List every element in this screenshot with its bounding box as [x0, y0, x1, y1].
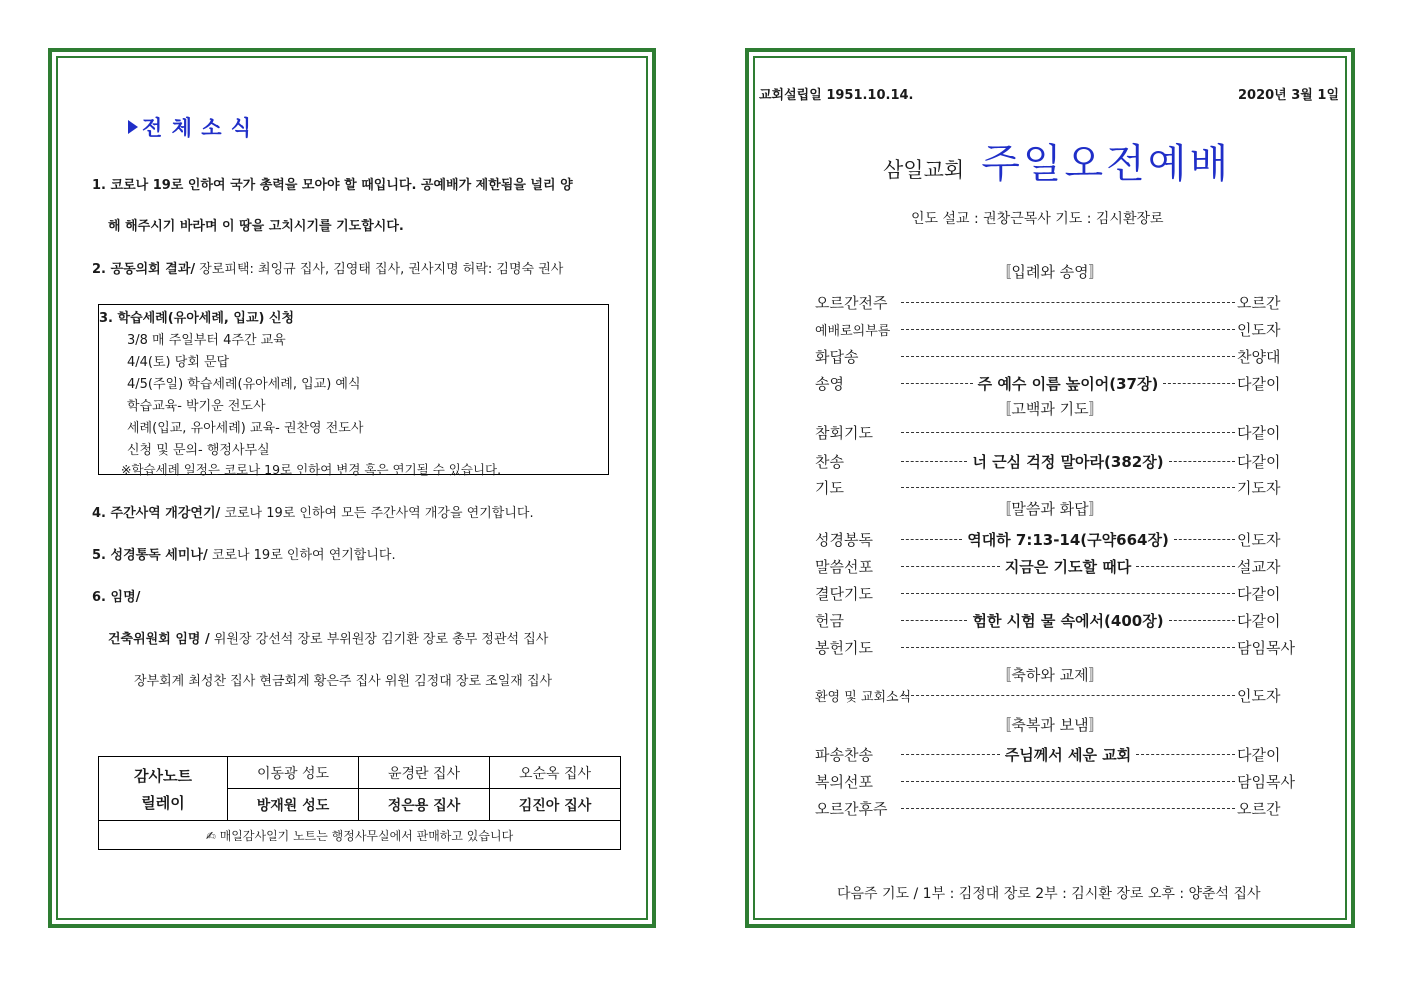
item1-line1: 1. 코로나 19로 인하여 국가 총력을 모아야 할 때입니다. 공예배가 제한됨을 널리 양 — [92, 178, 573, 193]
order-row — [815, 318, 1295, 340]
relay-header-line1: 감사노트 — [134, 766, 192, 785]
order-row — [815, 684, 1295, 706]
order-person: 다같이 — [1237, 374, 1281, 393]
item4-label: 4. 주간사역 개강연기/ — [92, 506, 221, 521]
relay-header — [99, 757, 228, 821]
item3-line: 학습교육- 박기운 전도사 — [127, 399, 266, 414]
item5 — [92, 544, 396, 563]
relay-cell: 방재원 성도 — [228, 789, 359, 821]
dotted-leader — [901, 302, 1235, 303]
order-label: 파송찬송 — [815, 745, 873, 764]
relay-cell: 김진아 집사 — [490, 789, 621, 821]
order-label: 오르간전주 — [815, 293, 888, 312]
order-label: 예배로의부름 — [815, 323, 891, 339]
item1-line2: 해 해주시기 바라며 이 땅을 고치시기를 기도합시다. — [108, 219, 404, 234]
dotted-leader — [1163, 383, 1235, 384]
order-person: 담임목사 — [1237, 638, 1295, 657]
order-person: 담임목사 — [1237, 772, 1295, 791]
order-label: 참회기도 — [815, 423, 873, 442]
order-person: 인도자 — [1237, 530, 1281, 549]
order-content: 주 예수 이름 높이어(37장) — [977, 374, 1159, 393]
order-row — [815, 797, 1295, 819]
order-label: 화답송 — [815, 347, 859, 366]
order-label: 헌금 — [815, 611, 844, 630]
relay-footer-text: 매일감사일기 노트는 행정사무실에서 판매하고 있습니다 — [219, 828, 514, 843]
item2-text: 장로피택: 최잉규 집사, 김영태 집사, 권사지명 허락: 김명숙 권사 — [199, 262, 564, 277]
dotted-leader — [901, 695, 1235, 696]
item3-line: 4/4(토) 당회 문답 — [127, 355, 230, 370]
dotted-leader — [901, 808, 1235, 809]
order-label: 봉헌기도 — [815, 638, 873, 657]
church-name: 삼일교회 — [883, 158, 965, 182]
baptism-box — [98, 304, 609, 475]
founded-date: 교회설립일 1951.10.14. — [759, 88, 914, 103]
item3-line: 4/5(주일) 학습세례(유아세례, 입교) 예식 — [127, 377, 361, 392]
relay-header-line2: 릴레이 — [141, 793, 185, 812]
order-page-inner-border — [753, 56, 1347, 920]
order-person: 인도자 — [1237, 320, 1281, 339]
service-title: 주일오전예배 — [981, 141, 1232, 187]
section-header: 〚말씀과 화답〛 — [996, 500, 1104, 518]
item3-line: 세례(입교, 유아세례) 교육- 권찬영 전도사 — [127, 421, 364, 436]
order-person: 다같이 — [1237, 423, 1281, 442]
order-row — [815, 743, 1295, 765]
item6-sub-label: 건축위원회 임명 / — [108, 632, 210, 647]
dotted-leader — [901, 329, 1235, 330]
news-page-inner-border — [56, 56, 648, 920]
order-content: 너 근심 걱정 말아라(382장) — [972, 452, 1164, 471]
item3-line: 3/8 매 주일부터 4주간 교육 — [127, 333, 286, 348]
order-label: 기도 — [815, 478, 844, 497]
pencil-icon: ✍ — [205, 828, 216, 843]
dotted-leader — [1136, 566, 1235, 567]
dotted-leader — [901, 620, 967, 621]
order-person: 다같이 — [1237, 611, 1281, 630]
order-person: 다같이 — [1237, 584, 1281, 603]
order-label: 찬송 — [815, 452, 844, 471]
news-title: 전 체 소 식 — [128, 112, 252, 142]
order-label: 송영 — [815, 374, 844, 393]
item2-label: 2. 공동의회 결과/ — [92, 262, 196, 277]
section-header: 〚축복과 보냄〛 — [996, 716, 1104, 734]
item6-sub — [108, 628, 548, 647]
gratitude-relay-table — [98, 756, 621, 850]
order-content: 주님께서 세운 교회 — [1004, 745, 1132, 764]
dotted-leader — [901, 432, 1235, 433]
order-row — [815, 528, 1295, 550]
section-header: 〚입례와 송영〛 — [996, 263, 1104, 281]
bulletin-date: 2020년 3월 1일 — [1238, 88, 1339, 103]
order-person: 찬양대 — [1237, 347, 1281, 366]
item6-label: 6. 임명/ — [92, 590, 141, 605]
order-content: 지금은 기도할 때다 — [1004, 557, 1132, 576]
order-content: 험한 시험 물 속에서(400장) — [972, 611, 1164, 630]
dotted-leader — [901, 593, 1235, 594]
item2 — [92, 258, 563, 277]
item5-text: 코로나 19로 인하여 연기합니다. — [211, 548, 396, 563]
item4 — [92, 502, 534, 521]
section-header: 〚축하와 교제〛 — [996, 666, 1104, 684]
news-page — [48, 48, 656, 928]
order-label: 환영 및 교회소식 — [815, 689, 912, 705]
dotted-leader — [901, 566, 1000, 567]
relay-cell: 윤경란 집사 — [359, 757, 490, 789]
order-content: 역대하 7:13-14(구약664장) — [967, 530, 1169, 549]
relay-footer — [99, 821, 621, 850]
bulletin-order-page — [745, 48, 1355, 928]
dotted-leader — [901, 647, 1235, 648]
service-heading — [883, 132, 1231, 189]
order-person: 기도자 — [1237, 478, 1281, 497]
dotted-leader — [901, 356, 1235, 357]
order-person: 오르간 — [1237, 293, 1281, 312]
dotted-leader — [901, 487, 1235, 488]
triangle-icon — [128, 120, 138, 134]
order-person: 인도자 — [1237, 686, 1281, 705]
order-row — [815, 476, 1295, 498]
dotted-leader — [901, 461, 967, 462]
order-person: 다같이 — [1237, 452, 1281, 471]
order-row — [815, 345, 1295, 367]
order-person: 다같이 — [1237, 745, 1281, 764]
leaders-line: 인도 설교 : 권창근목사 기도 : 김시환장로 — [911, 211, 1164, 227]
dotted-leader — [1169, 620, 1235, 621]
order-label: 결단기도 — [815, 584, 873, 603]
order-row — [815, 372, 1295, 394]
order-label: 복의선포 — [815, 772, 873, 791]
dotted-leader — [1169, 461, 1235, 462]
order-row — [815, 636, 1295, 658]
order-row — [815, 450, 1295, 472]
order-person: 설교자 — [1237, 557, 1281, 576]
dotted-leader — [901, 754, 1000, 755]
order-row — [815, 421, 1295, 443]
item5-label: 5. 성경통독 세미나/ — [92, 548, 208, 563]
relay-cell: 오순옥 집사 — [490, 757, 621, 789]
dotted-leader — [901, 539, 962, 540]
order-label: 말씀선포 — [815, 557, 873, 576]
relay-cell: 정은용 집사 — [359, 789, 490, 821]
order-row — [815, 770, 1295, 792]
order-label: 성경봉독 — [815, 530, 873, 549]
dotted-leader — [901, 781, 1235, 782]
next-week-prayer: 다음주 기도 / 1부 : 김정대 장로 2부 : 김시환 장로 오후 : 양춘석 집사 — [837, 886, 1261, 902]
item6-line2: 장부회계 최성찬 집사 현금회계 황은주 집사 위원 김정대 장로 조일재 집사 — [134, 674, 553, 689]
item4-text: 코로나 19로 인하여 모든 주간사역 개강을 연기합니다. — [224, 506, 534, 521]
order-label: 오르간후주 — [815, 799, 888, 818]
item3-title: 3. 학습세례(유아세례, 입교) 신청 — [99, 311, 295, 326]
dotted-leader — [1174, 539, 1235, 540]
section-header: 〚고백과 기도〛 — [996, 400, 1104, 418]
dotted-leader — [901, 383, 973, 384]
order-person: 오르간 — [1237, 799, 1281, 818]
order-row — [815, 555, 1295, 577]
order-row — [815, 582, 1295, 604]
item3-note: ※학습세례 일정은 코로나 19로 인하여 변경 혹은 연기될 수 있습니다. — [121, 462, 502, 477]
relay-cell: 이동광 성도 — [228, 757, 359, 789]
dotted-leader — [1136, 754, 1235, 755]
item3-line: 신청 및 문의- 행정사무실 — [127, 443, 270, 458]
item6-sub-text: 위원장 강선석 장로 부위원장 김기환 장로 총무 정관석 집사 — [213, 632, 549, 647]
order-row — [815, 609, 1295, 631]
order-row — [815, 291, 1295, 313]
